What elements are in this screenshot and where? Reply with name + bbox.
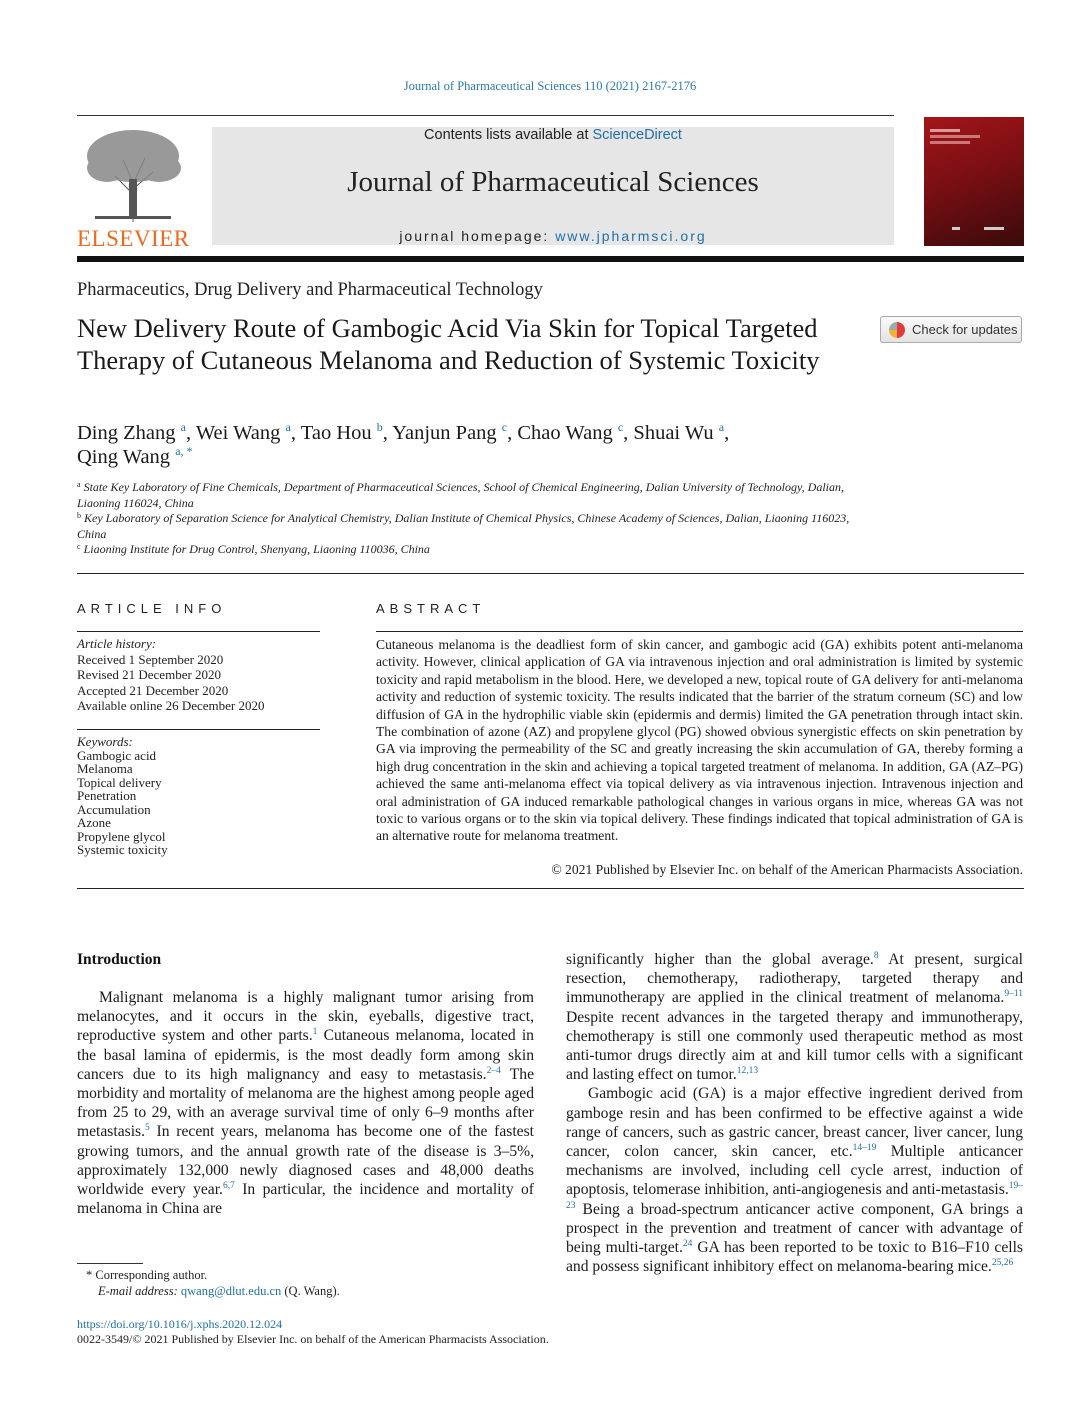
citation-ref[interactable]: 25,26 xyxy=(991,1258,1014,1269)
corresponding-author: * Corresponding author. xyxy=(86,1268,208,1282)
citation-ref[interactable]: 24 xyxy=(682,1239,693,1250)
footnote-rule xyxy=(77,1263,143,1264)
affiliations xyxy=(77,480,867,558)
article-history xyxy=(77,636,322,714)
header-divider xyxy=(77,115,894,116)
introduction-heading: Introduction xyxy=(77,951,162,968)
affiliation: $^b$ Key Laboratory of Separation Science for Analytical Chemistry, Dalian Institute of Chemical Physics, Chinese Academy of Sciences, Dalian, Liaoning 116023, China xyxy=(77,511,850,541)
author[interactable]: Wei Wang $^a$ xyxy=(195,420,291,444)
history-item: Available online 26 December 2020 xyxy=(77,698,265,713)
contents-line xyxy=(212,127,894,143)
issn-copyright: 0022-3549/© 2021 Published by Elsevier Inc. on behalf of the American Pharmacists Association. xyxy=(77,1332,549,1346)
history-item: Revised 21 December 2020 xyxy=(77,667,222,682)
author-list: Ding Zhang $^a$, Wei Wang $^a$, Tao Hou $^b$, Yanjun Pang $^c$, Chao Wang $^c$, Shuai Wu $^a$, Qing Wang $^{a, *}$ xyxy=(77,420,730,468)
homepage-link[interactable]: www.jpharmsci.org xyxy=(555,228,707,244)
journal-cover-image xyxy=(924,117,1024,246)
citation-ref[interactable]: 5 xyxy=(145,1123,150,1134)
article-info-heading: ARTICLE INFO xyxy=(77,601,227,616)
citation-ref[interactable]: 6,7 xyxy=(222,1181,235,1192)
abstract-copyright: © 2021 Published by Elsevier Inc. on behalf of the American Pharmacists Association. xyxy=(551,862,1023,877)
info-divider xyxy=(77,631,320,632)
author[interactable]: Qing Wang $^{a, *}$ xyxy=(77,444,193,468)
keywords-label: Keywords: xyxy=(77,734,133,749)
homepage-prefix: journal homepage: xyxy=(399,228,556,244)
author[interactable]: Ding Zhang $^a$ xyxy=(77,420,186,444)
check-updates-button[interactable] xyxy=(880,316,1022,343)
keyword: Accumulation xyxy=(77,801,151,817)
history-label: Article history: xyxy=(77,636,157,651)
citation-ref[interactable]: 14–19 xyxy=(852,1143,877,1154)
history-item: Received 1 September 2020 xyxy=(77,651,224,667)
citation-ref[interactable]: 8 xyxy=(873,951,879,961)
abstract-divider xyxy=(376,631,1023,632)
author[interactable]: Tao Hou $^b$ xyxy=(300,420,383,444)
citation-ref[interactable]: 2–4 xyxy=(486,1065,501,1076)
body-left-column xyxy=(77,988,534,1218)
email-link[interactable]: qwang@dlut.edu.cn xyxy=(180,1283,282,1298)
journal-citation[interactable]: Journal of Pharmaceutical Sciences 110 (2021) 2167-2176 xyxy=(403,79,697,93)
check-updates-label: Check for updates xyxy=(912,322,1018,337)
keyword: Propylene glycol xyxy=(77,828,166,844)
citation-ref[interactable]: 1 xyxy=(312,1027,318,1038)
author[interactable]: Shuai Wu $^a$ xyxy=(633,420,725,444)
abstract-text: Cutaneous melanoma is the deadliest form of skin cancer, and gambogic acid (GA) exhibits potent anti-melanoma activity. However, clinical application of GA via intravenous injection and oral administration is limited by systemic toxicity and rapid metabolism in the blood. Here, we developed a new, topical route of GA delivery for anti-melanoma activity and reduction of systemic toxicity. The results indicated that the barrier of the stratum corneum (SC) and low diffusion of GA in the hydrophilic viable skin (epidermis and dermis) limited the GA penetration through intact skin. The combination of azone (AZ) and propylene glycol (PG) showed obvious synergistic effects on skin penetration by GA via improving the permeability of the SC and greatly increasing the skin accumulation of GA, thereby forming a high drug concentration in the skin and achieving a topical targeted treatment of melanoma. In addition, GA (AZ–PG) achieved the same anti-melanoma effect via topical delivery as via intravenous injection. Intravenous injection and oral administration of GA induced remarkable pathological changes in various organs in mice, whereas GA was not toxic to various organs or to the skin via topical delivery. These findings indicated that topical administration of GA is an alternative route for melanoma treatment. xyxy=(376,637,1023,844)
keyword: Gambogic acid xyxy=(77,747,157,763)
citation-ref[interactable]: 12,13 xyxy=(736,1066,759,1077)
paragraph: Gambogic acid (GA) is a major effective ingredient derived from gamboge resin and has been confirmed to be effective against a wide range of cancers, such as gastric cancer, breast cancer, liver cancer, lung cancer, colon cancer, skin cancer, etc.$^{14-19}$ Multiple anticancer mechanisms are involved, including cell cycle arrest, induction of apoptosis, telomerase inhibition, anti-angiogenesis and anti-metastasis.$^{19-23}$ Being a broad-spectrum anticancer active component, GA brings a prospect in the prevention and treatment of cancer with advantage of being multi-target.$^{24}$ GA has been reported to be toxic to B16–F10 cells and possess significant inhibitory effect on melanoma-bearing mice.$^{25,26}$ xyxy=(566,1085,1023,1276)
elsevier-wordmark: ELSEVIER xyxy=(77,226,190,251)
keyword: Penetration xyxy=(77,788,137,803)
body-right-column xyxy=(566,950,1023,1276)
abstract-heading: ABSTRACT xyxy=(376,601,486,616)
citation-ref[interactable]: 19–23 xyxy=(566,1181,1023,1211)
history-item: Accepted 21 December 2020 xyxy=(77,682,229,698)
article-section: Pharmaceutics, Drug Delivery and Pharmaceutical Technology xyxy=(77,280,543,300)
homepage-line xyxy=(212,228,894,244)
paragraph: Malignant melanoma is a highly malignant tumor arising from melanocytes, and it occurs in the skin, eyeballs, digestive tract, reproductive system and other parts.$^1$ Cutaneous melanoma, located in the basal lamina of epidermis, is the most deadly form among skin cancers due to its high malignancy and easy to metastasis.$^{2-4}$ The morbidity and mortality of melanoma are the highest among people aged from 25 to 29, with an average survival time of only 6–9 months after metastasis.$^5$ In recent years, melanoma has become one of the fastest growing tumors, and the annual growth rate of the disease is 3–5%, approximately 132,000 newly diagnosed cases and 48,000 deaths worldwide every year.$^{6,7}$ In particular, the incidence and mortality of melanoma in China are xyxy=(77,989,534,1218)
affiliation: $^a$ State Key Laboratory of Fine Chemicals, Department of Pharmaceutical Sciences, School of Chemical Engineering, Dalian University of Technology, Dalian, Liaoning 116024, China xyxy=(77,480,844,510)
affiliation: $^c$ Liaoning Institute for Drug Control, Shenyang, Liaoning 110036, China xyxy=(77,542,430,556)
article-title: New Delivery Route of Gambogic Acid Via Skin for Topical Targeted Therapy of Cutaneous Melanoma and Reduction of Systemic Toxicity xyxy=(77,313,820,375)
affiliation-divider xyxy=(77,573,1024,574)
keywords-divider xyxy=(77,729,320,730)
author[interactable]: Yanjun Pang $^c$ xyxy=(392,420,508,444)
paragraph: significantly higher than the global average.$^8$ At present, surgical resection, chemotherapy, radiotherapy, targeted therapy and immunotherapy are applied in the clinical treatment of melanoma.$^{9-11}$ Despite recent advances in the targeted therapy and immunotherapy, chemotherapy is still one commonly used therapeutic method as most anti-tumor drugs directly aim at and kill tumor cells with a significant and lasting effect on tumor.$^{12,13}$ xyxy=(566,951,1024,1084)
keyword: Melanoma xyxy=(77,761,133,776)
keywords xyxy=(77,735,322,857)
corresponding-footnote xyxy=(86,1268,526,1299)
email-line: E-mail address: qwang@dlut.edu.cn (Q. Wang). xyxy=(98,1283,340,1298)
keyword: Topical delivery xyxy=(77,774,162,790)
doi-link[interactable]: https://doi.org/10.1016/j.xphs.2020.12.024 xyxy=(77,1317,283,1331)
sciencedirect-link[interactable]: ScienceDirect xyxy=(592,127,682,143)
author[interactable]: Chao Wang $^c$ xyxy=(517,420,624,444)
check-updates-icon xyxy=(889,322,905,338)
contents-prefix: Contents lists available at xyxy=(424,127,593,143)
journal-name: Journal of Pharmaceutical Sciences xyxy=(347,166,759,198)
citation-ref[interactable]: 9–11 xyxy=(1004,989,1023,1000)
keyword: Azone xyxy=(77,815,111,830)
keyword: Systemic toxicity xyxy=(77,842,168,857)
abstract-bottom-rule xyxy=(77,888,1024,889)
header-thick-rule xyxy=(77,256,1024,262)
